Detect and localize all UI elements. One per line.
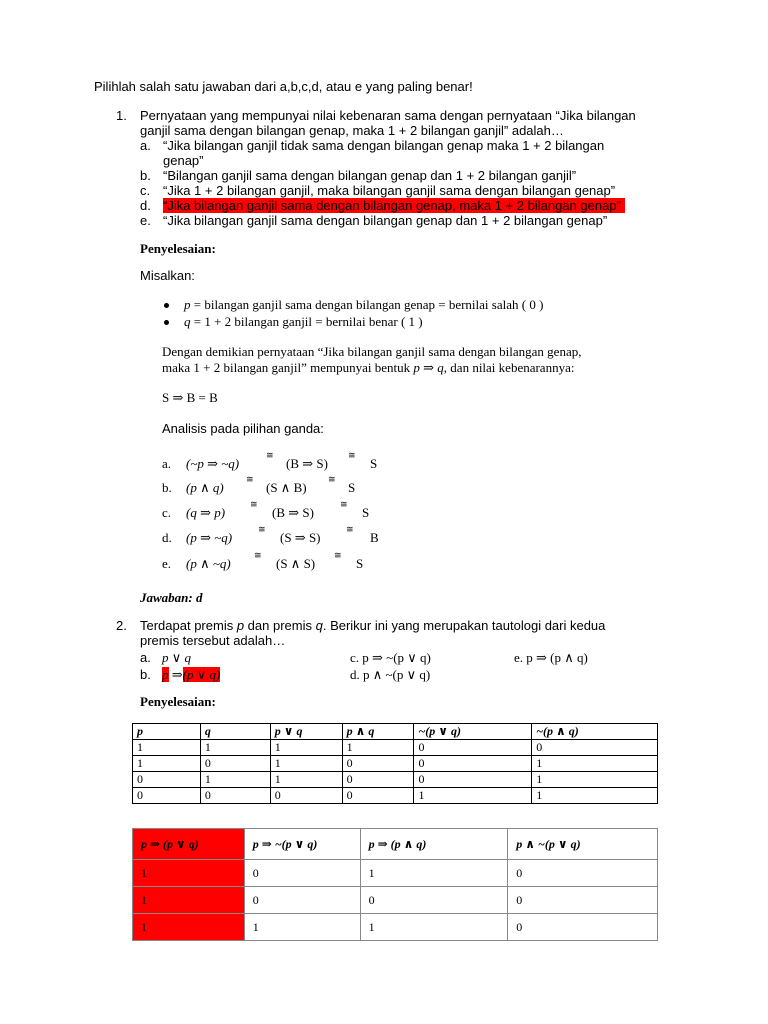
analysis-letter: b.: [162, 480, 172, 495]
table-cell: 0: [342, 788, 414, 804]
analysis-sub: (S ∧ B): [266, 480, 307, 495]
q1-option-c-letter: c.: [140, 183, 151, 198]
q1-bullet-q: q = 1 + 2 bilangan ganjil = bernilai benar ( 1 ): [184, 314, 423, 329]
table-header: ~(p ∨ q): [414, 724, 532, 740]
analysis-sub: (S ⇒ S): [280, 530, 321, 545]
table-header: p: [133, 724, 201, 740]
analysis-sub: (S ∧ S): [276, 556, 316, 571]
table-cell-highlighted: 1: [133, 914, 245, 941]
truth-table-implications: [132, 828, 658, 941]
table-header: p ⇒ (p ∧ q): [360, 829, 508, 860]
analysis-result: B: [370, 530, 379, 545]
q2-option-d: d. p ∧ ~(p ∨ q): [350, 667, 431, 682]
congruent-icon: ≅: [266, 450, 274, 460]
congruent-icon: ≅: [340, 499, 348, 509]
table-cell: 1: [414, 788, 532, 804]
congruent-icon: ≅: [250, 499, 258, 509]
table-header: ~(p ∧ q): [532, 724, 658, 740]
table-cell: 1: [270, 772, 342, 788]
q2-option-a-letter: a.: [140, 650, 151, 665]
q1-number: 1.: [116, 108, 127, 123]
q1-option-a-line2: genap”: [163, 153, 204, 168]
table-cell: 1: [133, 756, 201, 772]
table-cell: 0: [244, 860, 360, 887]
table-row: [133, 740, 658, 756]
table-cell: 1: [532, 788, 658, 804]
table-cell: 0: [342, 772, 414, 788]
analysis-result: S: [348, 480, 356, 495]
table-cell: 0: [244, 887, 360, 914]
table-cell: 1: [133, 740, 201, 756]
q1-solution-heading: Penyelesaian:: [140, 241, 216, 256]
bullet-icon: [164, 320, 169, 325]
table-cell: 0: [508, 887, 658, 914]
table-cell: 0: [133, 772, 201, 788]
analysis-letter: a.: [162, 456, 172, 471]
q1-option-a-line1: “Jika bilangan ganjil tidak sama dengan bilangan genap maka 1 + 2 bilangan: [163, 138, 605, 153]
q1-bullet-p: p = bilangan ganjil sama dengan bilangan genap = bernilai salah ( 0 ): [184, 297, 544, 312]
table-cell: 1: [342, 740, 414, 756]
q1-option-b: “Bilangan ganjil sama dengan bilangan genap dan 1 + 2 bilangan ganjil”: [163, 168, 577, 183]
congruent-icon: ≅: [258, 524, 266, 534]
table-cell: 0: [414, 756, 532, 772]
analysis-letter: e.: [162, 556, 172, 571]
q2-option-c: c. p ⇒ ~(p ∨ q): [350, 650, 431, 665]
table-header: p ∨ q: [270, 724, 342, 740]
q1-paragraph-line2: maka 1 + 2 bilangan ganjil” mempunyai bentuk p ⇒ q, dan nilai kebenarannya:: [162, 360, 575, 375]
table-row: [133, 756, 658, 772]
table-header: p ⇒ ~(p ∨ q): [244, 829, 360, 860]
table-cell: 1: [532, 756, 658, 772]
q2-text-line1: Terdapat premis p dan premis q. Berikur ini yang merupakan tautologi dari kedua: [140, 618, 606, 633]
congruent-icon: ≅: [348, 450, 356, 460]
q1-option-a-letter: a.: [140, 138, 151, 153]
q1-option-d-letter: d.: [140, 198, 151, 213]
analysis-expr: (~p ⇒ ~q): [186, 456, 240, 471]
analysis-result: S: [356, 556, 364, 571]
table-cell: 0: [508, 914, 658, 941]
q1-option-e-letter: e.: [140, 213, 151, 228]
table-cell: 0: [342, 756, 414, 772]
truth-table-basic: [132, 723, 658, 804]
table-header: p ∧ ~(p ∨ q): [508, 829, 658, 860]
q2-solution-heading: Penyelesaian:: [140, 694, 216, 709]
q2-number: 2.: [116, 618, 127, 633]
q2-option-a: p ∨ q: [162, 650, 192, 665]
table-header: p ∧ q: [342, 724, 414, 740]
table-cell: 1: [200, 772, 270, 788]
analysis-result: S: [362, 505, 370, 520]
table-cell-highlighted: 1: [133, 887, 245, 914]
q1-text-line2: ganjil sama dengan bilangan genap, maka 1 + 2 bilangan ganjil” adalah…: [140, 123, 564, 138]
q1-option-e: “Jika bilangan ganjil sama dengan bilangan genap dan 1 + 2 bilangan genap”: [163, 213, 608, 228]
table-cell: 0: [200, 788, 270, 804]
table-header-row: [133, 829, 658, 860]
instruction: Pilihlah salah satu jawaban dari a,b,c,d, atau e yang paling benar!: [94, 79, 473, 94]
q1-answer: Jawaban: d: [140, 590, 203, 605]
table-row: [133, 772, 658, 788]
table-cell: 1: [270, 740, 342, 756]
table-header: q: [200, 724, 270, 740]
analysis-sub: (B ⇒ S): [286, 456, 328, 471]
table-cell: 1: [532, 772, 658, 788]
table-cell: 0: [200, 756, 270, 772]
q1-misalkan: Misalkan:: [140, 268, 195, 283]
table-row: [133, 914, 658, 941]
table-cell: 0: [414, 740, 532, 756]
q1-option-d-highlighted: “Jika bilangan ganjil sama dengan bilangan genap, maka 1 + 2 bilangan genap”: [163, 198, 625, 213]
table-row: [133, 860, 658, 887]
analysis-result: S: [370, 456, 378, 471]
analysis-sub: (B ⇒ S): [272, 505, 314, 520]
analysis-expr: (p ∧ q): [186, 480, 224, 495]
table-header-highlighted: p ⇒ (p ∨ q): [133, 829, 245, 860]
table-cell: 1: [200, 740, 270, 756]
table-cell: 1: [360, 860, 508, 887]
q2-option-b-highlighted: p ⇒(p ∨ q): [162, 667, 221, 682]
q1-option-b-letter: b.: [140, 168, 151, 183]
q1-option-c: “Jika 1 + 2 bilangan ganjil, maka bilangan ganjil sama dengan bilangan genap”: [163, 183, 616, 198]
table-cell: 0: [508, 860, 658, 887]
table-cell-highlighted: 1: [133, 860, 245, 887]
table-cell: 0: [532, 740, 658, 756]
table-row: [133, 887, 658, 914]
bullet-icon: [164, 303, 169, 308]
table-header-row: [133, 724, 658, 740]
table-cell: 1: [270, 756, 342, 772]
analysis-expr: (q ⇒ p): [186, 505, 226, 520]
table-row: [133, 788, 658, 804]
q2-option-b-letter: b.: [140, 667, 151, 682]
table-cell: 0: [270, 788, 342, 804]
q2-option-e: e. p ⇒ (p ∧ q): [514, 650, 588, 665]
table-cell: 1: [244, 914, 360, 941]
table-cell: 0: [360, 887, 508, 914]
q2-text-line2: premis tersebut adalah…: [140, 633, 286, 648]
q1-paragraph-line1: Dengan demikian pernyataan “Jika bilangan ganjil sama dengan bilangan genap,: [162, 344, 582, 359]
congruent-icon: ≅: [328, 474, 336, 484]
congruent-icon: ≅: [334, 550, 342, 560]
congruent-icon: ≅: [346, 524, 354, 534]
q1-truth-value: S ⇒ B = B: [162, 390, 218, 405]
table-cell: 1: [360, 914, 508, 941]
analysis-letter: d.: [162, 530, 172, 545]
table-cell: 0: [133, 788, 201, 804]
table-cell: 0: [414, 772, 532, 788]
analysis-expr: (p ∧ ~q): [186, 556, 231, 571]
congruent-icon: ≅: [254, 550, 262, 560]
q1-analysis-heading: Analisis pada pilihan ganda:: [162, 421, 324, 436]
analysis-letter: c.: [162, 505, 172, 520]
q1-text-line1: Pernyataan yang mempunyai nilai kebenaran sama dengan pernyataan “Jika bilangan: [140, 108, 636, 123]
analysis-expr: (p ⇒ ~q): [186, 530, 233, 545]
congruent-icon: ≅: [246, 474, 254, 484]
